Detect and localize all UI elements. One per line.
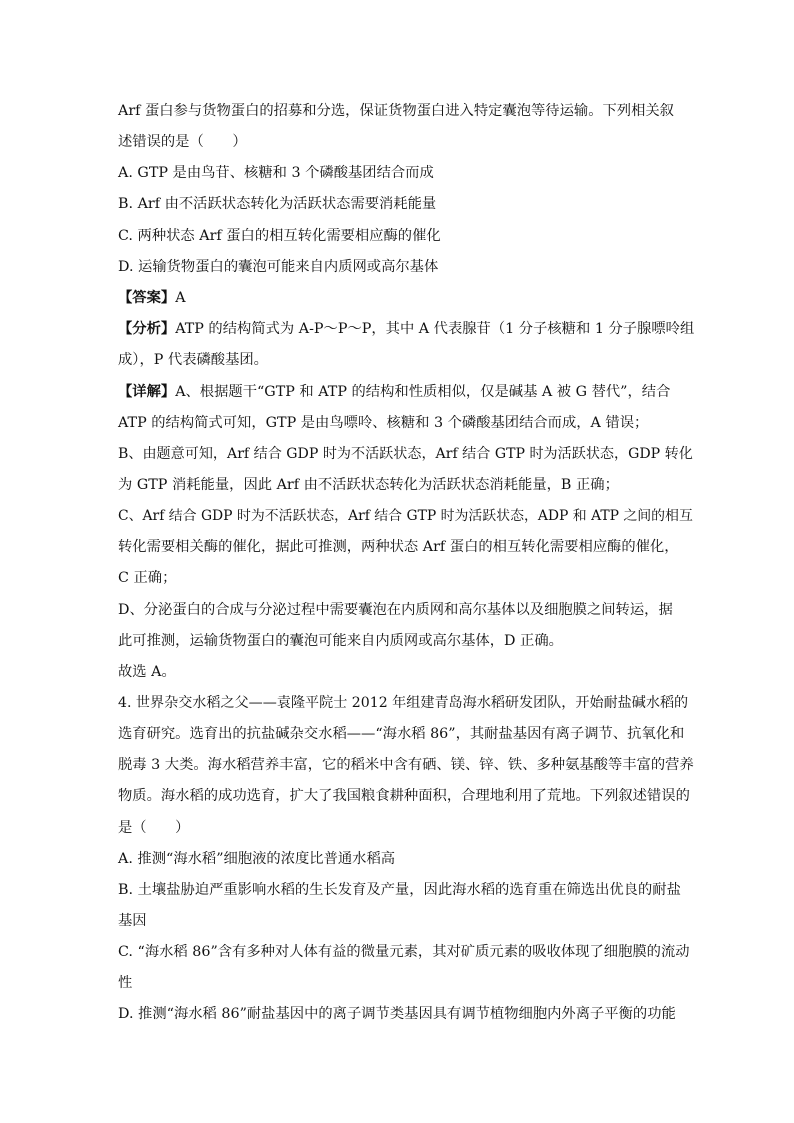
q4-option-b-line-2: 基因 (118, 913, 147, 929)
q3-detail-line-4: 为 GTP 消耗能量，因此 Arf 由不活跃状态转化为活跃状态消耗能量，B 正确； (118, 477, 619, 493)
q3-detail-line-2: ATP 的结构简式可知，GTP 是由鸟嘌呤、核糖和 3 个磷酸基团结合而成，A 错误； (118, 415, 649, 431)
q3-conclusion: 故选 A。 (118, 664, 176, 680)
q3-option-b: B. Arf 由不活跃状态转化为活跃状态需要消耗能量 (118, 196, 437, 212)
q3-option-c: C. 两种状态 Arf 蛋白的相互转化需要相应酶的催化 (118, 228, 441, 244)
q4-stem-line-3: 脱毒 3 大类。海水稻营养丰富，它的稻米中含有硒、镁、锌、铁、多种氨基酸等丰富的营养 (118, 757, 694, 773)
q4-stem-line-4: 物质。海水稻的成功选育，扩大了我国粮食耕种面积，合理地利用了荒地。下列叙述错误的 (118, 788, 690, 804)
q3-detail-line-1 (118, 382, 670, 402)
q3-detail-line-5: C、Arf 结合 GDP 时为不活跃状态，Arf 结合 GTP 时为活跃状态，ADP 和 ATP 之间的相互 (118, 508, 693, 524)
q3-analysis-line-1 (118, 319, 694, 339)
q4-option-b-line-1: B. 土壤盐胁迫严重影响水稻的生长发育及产量，因此海水稻的选育重在筛选出优良的耐盐 (118, 882, 681, 898)
q3-answer (118, 288, 186, 308)
analysis-tag: 【分析】 (118, 321, 176, 337)
q4-option-c-line-1: C. “海水稻 86”含有多种对人体有益的微量元素，其对矿质元素的吸收体现了细胞膜的流动 (118, 944, 690, 960)
detail-tag: 【详解】 (118, 384, 176, 400)
q3-detail-line-3: B、由题意可知，Arf 结合 GDP 时为不活跃状态，Arf 结合 GTP 时为活跃状态，GDP 转化 (118, 446, 693, 462)
q3-option-d: D. 运输货物蛋白的囊泡可能来自内质网或高尔基体 (118, 259, 439, 275)
q3-detail-line-6: 转化需要相关酶的催化，据此可推测，两种状态 Arf 蛋白的相互转化需要相应酶的催化， (118, 539, 679, 555)
detail-text-1: A、根据题干“GTP 和 ATP 的结构和性质相似，仅是碱基 A 被 G 替代”，结合 (175, 384, 671, 400)
q4-stem-line-2: 选育研究。选育出的抗盐碱杂交水稻——“海水稻 86”，其耐盐基因有离子调节、抗氧化和 (118, 726, 685, 742)
q3-stem-line-2: 述错误的是（ ） (118, 134, 247, 150)
answer-tag: 【答案】 (118, 290, 176, 306)
q4-option-c-line-2: 性 (118, 975, 133, 991)
answer-value: A (175, 290, 186, 306)
q3-stem-line-1: Arf 蛋白参与货物蛋白的招募和分选，保证货物蛋白进入特定囊泡等待运输。下列相关叙 (118, 103, 674, 119)
q4-option-a: A. 推测“海水稻”细胞液的浓度比普通水稻高 (118, 851, 396, 867)
q4-option-d: D. 推测“海水稻 86”耐盐基因中的离子调节类基因具有调节植物细胞内外离子平衡的功能 (118, 1006, 676, 1022)
q3-detail-line-9: 此可推测，运输货物蛋白的囊泡可能来自内质网或高尔基体，D 正确。 (118, 633, 563, 649)
q3-analysis-line-2: 成），P 代表磷酸基团。 (118, 352, 268, 368)
analysis-text-1: ATP 的结构简式为 A-P～P～P，其中 A 代表腺苷（1 分子核糖和 1 分子腺嘌呤组 (175, 321, 695, 337)
q4-stem-line-5: 是（ ） (118, 820, 190, 836)
q3-option-a: A. GTP 是由鸟苷、核糖和 3 个磷酸基团结合而成 (118, 165, 434, 181)
q3-detail-line-7: C 正确； (118, 570, 177, 586)
q4-stem-line-1: 4. 世界杂交水稻之父——袁隆平院士 2012 年组建青岛海水稻研发团队，开始耐盐碱水稻的 (118, 695, 689, 711)
q3-detail-line-8: D、分泌蛋白的合成与分泌过程中需要囊泡在内质网和高尔基体以及细胞膜之间转运，据 (118, 602, 673, 618)
